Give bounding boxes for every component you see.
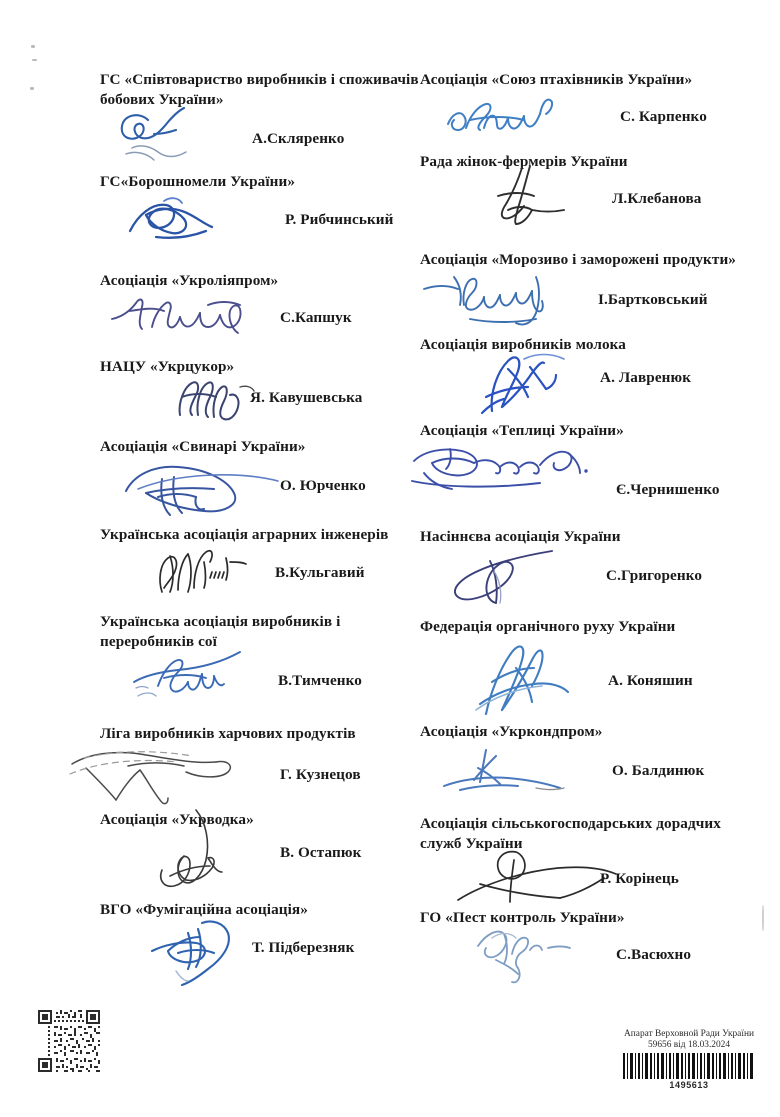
organization-name: Асоціація «Морозиво і заморожені продукти» [420,251,736,269]
barcode [614,1053,764,1079]
signer-name: С. Карпенко [620,108,707,126]
handwritten-signature [440,746,590,800]
organization-name: Українська асоціація аграрних інженерів [100,526,389,544]
organization-name: Асоціація «Укроліяпром» [100,271,279,289]
handwritten-signature [470,924,610,986]
signer-name: А. Коняшин [608,671,693,689]
signature-entry [420,908,740,988]
signature-row [100,457,420,523]
organization-name: Асоціація «Свинарі України» [100,438,306,456]
organization-name: ВГО «Фумігаційна асоціація» [100,901,308,919]
signature-row [100,546,420,608]
qr-code [36,1008,102,1074]
signature-row [420,271,740,333]
signer-name: І.Бартковський [598,290,708,308]
organization-name: ГС «Співтовариство виробників і споживачів бобових України» [100,71,419,109]
signature-entry [100,900,420,980]
signature-row [100,110,420,172]
handwritten-signature [148,542,258,604]
organization-name: Рада жінок-фермерів України [420,153,628,171]
handwritten-signature [462,638,602,718]
barcode-number: 1495613 [669,1080,709,1091]
signer-name: О. Балдинюк [612,761,705,779]
handwritten-signature [108,293,258,347]
signature-entry [420,335,740,419]
signature-column-left [100,70,420,981]
stamp-reference: 59656 від 18.03.2024 [647,1039,731,1050]
signature-row [100,830,420,896]
signature-row [420,742,740,808]
signer-name: Р. Рибчинський [285,210,394,228]
signer-name: В. Остапюк [280,844,362,862]
signature-row [420,441,740,511]
signature-entry [100,525,420,607]
organization-name: Ліга виробників харчових продуктів [100,724,356,742]
scan-speck [32,59,37,61]
signature-entry [420,152,740,238]
signer-name: Р. Корінець [600,870,679,888]
signature-row [420,854,740,906]
handwritten-signature [468,349,608,423]
signer-name: Л.Клебанова [612,190,702,208]
organization-name: Асоціація «Теплиці України» [420,421,624,439]
organization-name: Насіннєва асоціація України [420,528,621,546]
signature-entry [420,617,740,717]
organization-name: ГС«Борошномели України» [100,173,296,191]
signer-name: Є.Чернишенко [616,481,720,499]
signer-name: В.Тимченко [278,671,362,689]
signer-name: В.Кульгавий [275,563,365,581]
organization-name: Асоціація «Укрводка» [100,811,254,829]
signature-entry [420,70,740,152]
signature-row [420,928,740,988]
signature-row [420,90,740,152]
handwritten-signature [442,547,602,613]
signature-row [100,193,420,259]
signature-row [420,638,740,718]
signer-name: С.Васюхно [616,946,692,964]
signature-row [420,172,740,238]
handwritten-signature [480,162,600,234]
scan-speck [31,45,35,48]
organization-name: Асоціація «Укркондпром» [420,722,603,740]
signature-entry [420,421,740,511]
signature-entry [100,810,420,896]
signature-entry [100,437,420,523]
scan-speck [762,905,764,931]
signature-entry [100,172,420,258]
handwritten-signature [440,94,570,146]
handwritten-signature [110,104,240,168]
registration-stamp [614,1029,764,1090]
signer-name: С.Григоренко [606,567,703,585]
signer-name: О. Юрченко [280,477,366,495]
scan-speck [30,87,34,90]
organization-name: Асоціація «Союз птахівників України» [420,71,693,88]
signature-row [100,652,420,714]
signer-name: Г. Кузнецов [280,766,361,784]
signature-row [100,744,420,808]
signature-row [100,377,420,429]
signature-entry [100,271,420,351]
signature-entry [420,250,740,332]
signer-name: Я. Кавушевська [250,389,363,407]
organization-name: НАЦУ «Укрцукор» [100,357,235,375]
signature-column-right [420,70,740,988]
handwritten-signature [120,193,260,253]
signature-entry [100,70,420,172]
handwritten-signature [410,439,630,499]
organization-name: Асоціація сільськогосподарських дорадчих служб України [420,814,721,852]
signer-name: Т. Підберезняк [252,938,355,956]
signature-row [420,355,740,419]
signature-row [100,921,420,981]
signature-row [100,291,420,351]
organization-name: Українська асоціація виробників і переробників сої [100,612,341,650]
organization-name: ГО «Пест контроль України» [420,909,625,927]
signature-entry [420,722,740,808]
signature-entry [100,612,420,714]
signature-entry [100,724,420,808]
signature-entry [420,527,740,615]
signature-entry [100,357,420,429]
signer-name: А. Лавренюк [600,368,692,386]
organization-name: Федерація органічного руху України [420,618,676,636]
handwritten-signature [130,648,280,708]
stamp-authority: Апарат Верховной Ради України [624,1029,754,1039]
handwritten-signature [420,271,590,331]
handwritten-signature [68,744,268,806]
handwritten-signature [118,459,298,523]
signer-name: А.Скляренко [252,130,345,148]
signer-name: С.Капшук [280,308,352,326]
signature-row [420,547,740,615]
signature-entry [420,814,740,906]
organization-name: Асоціація виробників молока [420,335,626,353]
